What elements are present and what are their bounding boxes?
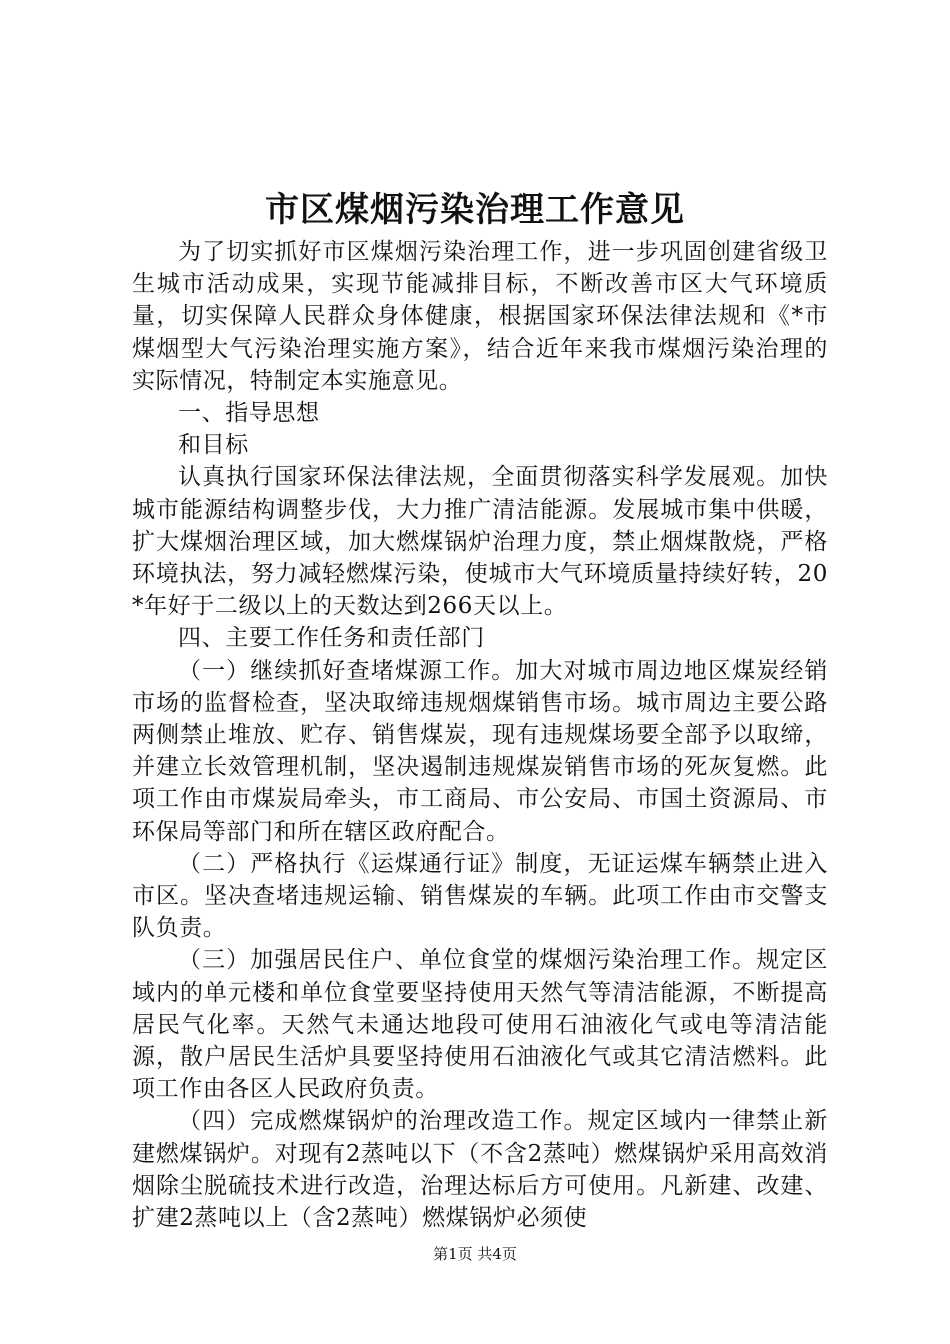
paragraph-goals: 认真执行国家环保法律法规，全面贯彻落实科学发展观。加快城市能源结构调整步伐，大力推广清洁能源。发展城市集中供暖，扩大煤烟治理区域，加大燃煤锅炉治理力度，禁止烟煤散烧，严格环境执法，努力减轻燃煤污染，使城市大气环境质量持续好转，20*年好于二级以上的天数达到266天以上。 [132, 464, 828, 620]
paragraph-task-3: （三）加强居民住户、单位食堂的煤烟污染治理工作。规定区域内的单元楼和单位食堂要坚持使用天然气等清洁能源，不断提高居民气化率。天然气未通达地段可使用石油液化气或电等清洁能源，散户居民生活炉具要坚持使用石油液化气或其它清洁燃料。此项工作由各区人民政府负责。 [132, 947, 828, 1103]
heading-main-tasks: 四、主要工作任务和责任部门 [178, 625, 485, 652]
paragraph-task-1: （一）继续抓好查堵煤源工作。加大对城市周边地区煤炭经销市场的监督检查，坚决取缔违规烟煤销售市场。城市周边主要公路两侧禁止堆放、贮存、销售煤炭，现有违规煤场要全部予以取缔，并建立长效管理机制，坚决遏制违规煤炭销售市场的死灰复燃。此项工作由市煤炭局牵头，市工商局、市公安局、市国土资源局、市环保局等部门和所在辖区政府配合。 [132, 657, 828, 845]
page-footer: 第1页 共4页 [433, 1245, 517, 1263]
document-body [132, 236, 828, 1234]
document-title: 市区煤烟污染治理工作意见 [265, 190, 685, 230]
heading-guiding-ideology: 一、指导思想 [178, 400, 320, 427]
paragraph-intro: 为了切实抓好市区煤烟污染治理工作，进一步巩固创建省级卫生城市活动成果，实现节能减排目标，不断改善市区大气环境质量，切实保障人民群众身体健康，根据国家环保法律法规和《*市煤烟型大气污染治理实施方案》，结合近年来我市煤烟污染治理的实际情况，特制定本实施意见。 [132, 239, 828, 394]
paragraph-task-2: （二）严格执行《运煤通行证》制度，无证运煤车辆禁止进入市区。坚决查堵违规运输、销售煤炭的车辆。此项工作由市交警支队负责。 [132, 850, 828, 942]
paragraph-task-4: （四）完成燃煤锅炉的治理改造工作。规定区域内一律禁止新建燃煤锅炉。对现有2蒸吨以下（不含2蒸吨）燃煤锅炉采用高效消烟除尘脱硫技术进行改造，治理达标后方可使用。凡新建、改建、扩建2蒸吨以上（含2蒸吨）燃煤锅炉必须使 [132, 1108, 828, 1232]
heading-and-goals: 和目标 [178, 432, 249, 459]
